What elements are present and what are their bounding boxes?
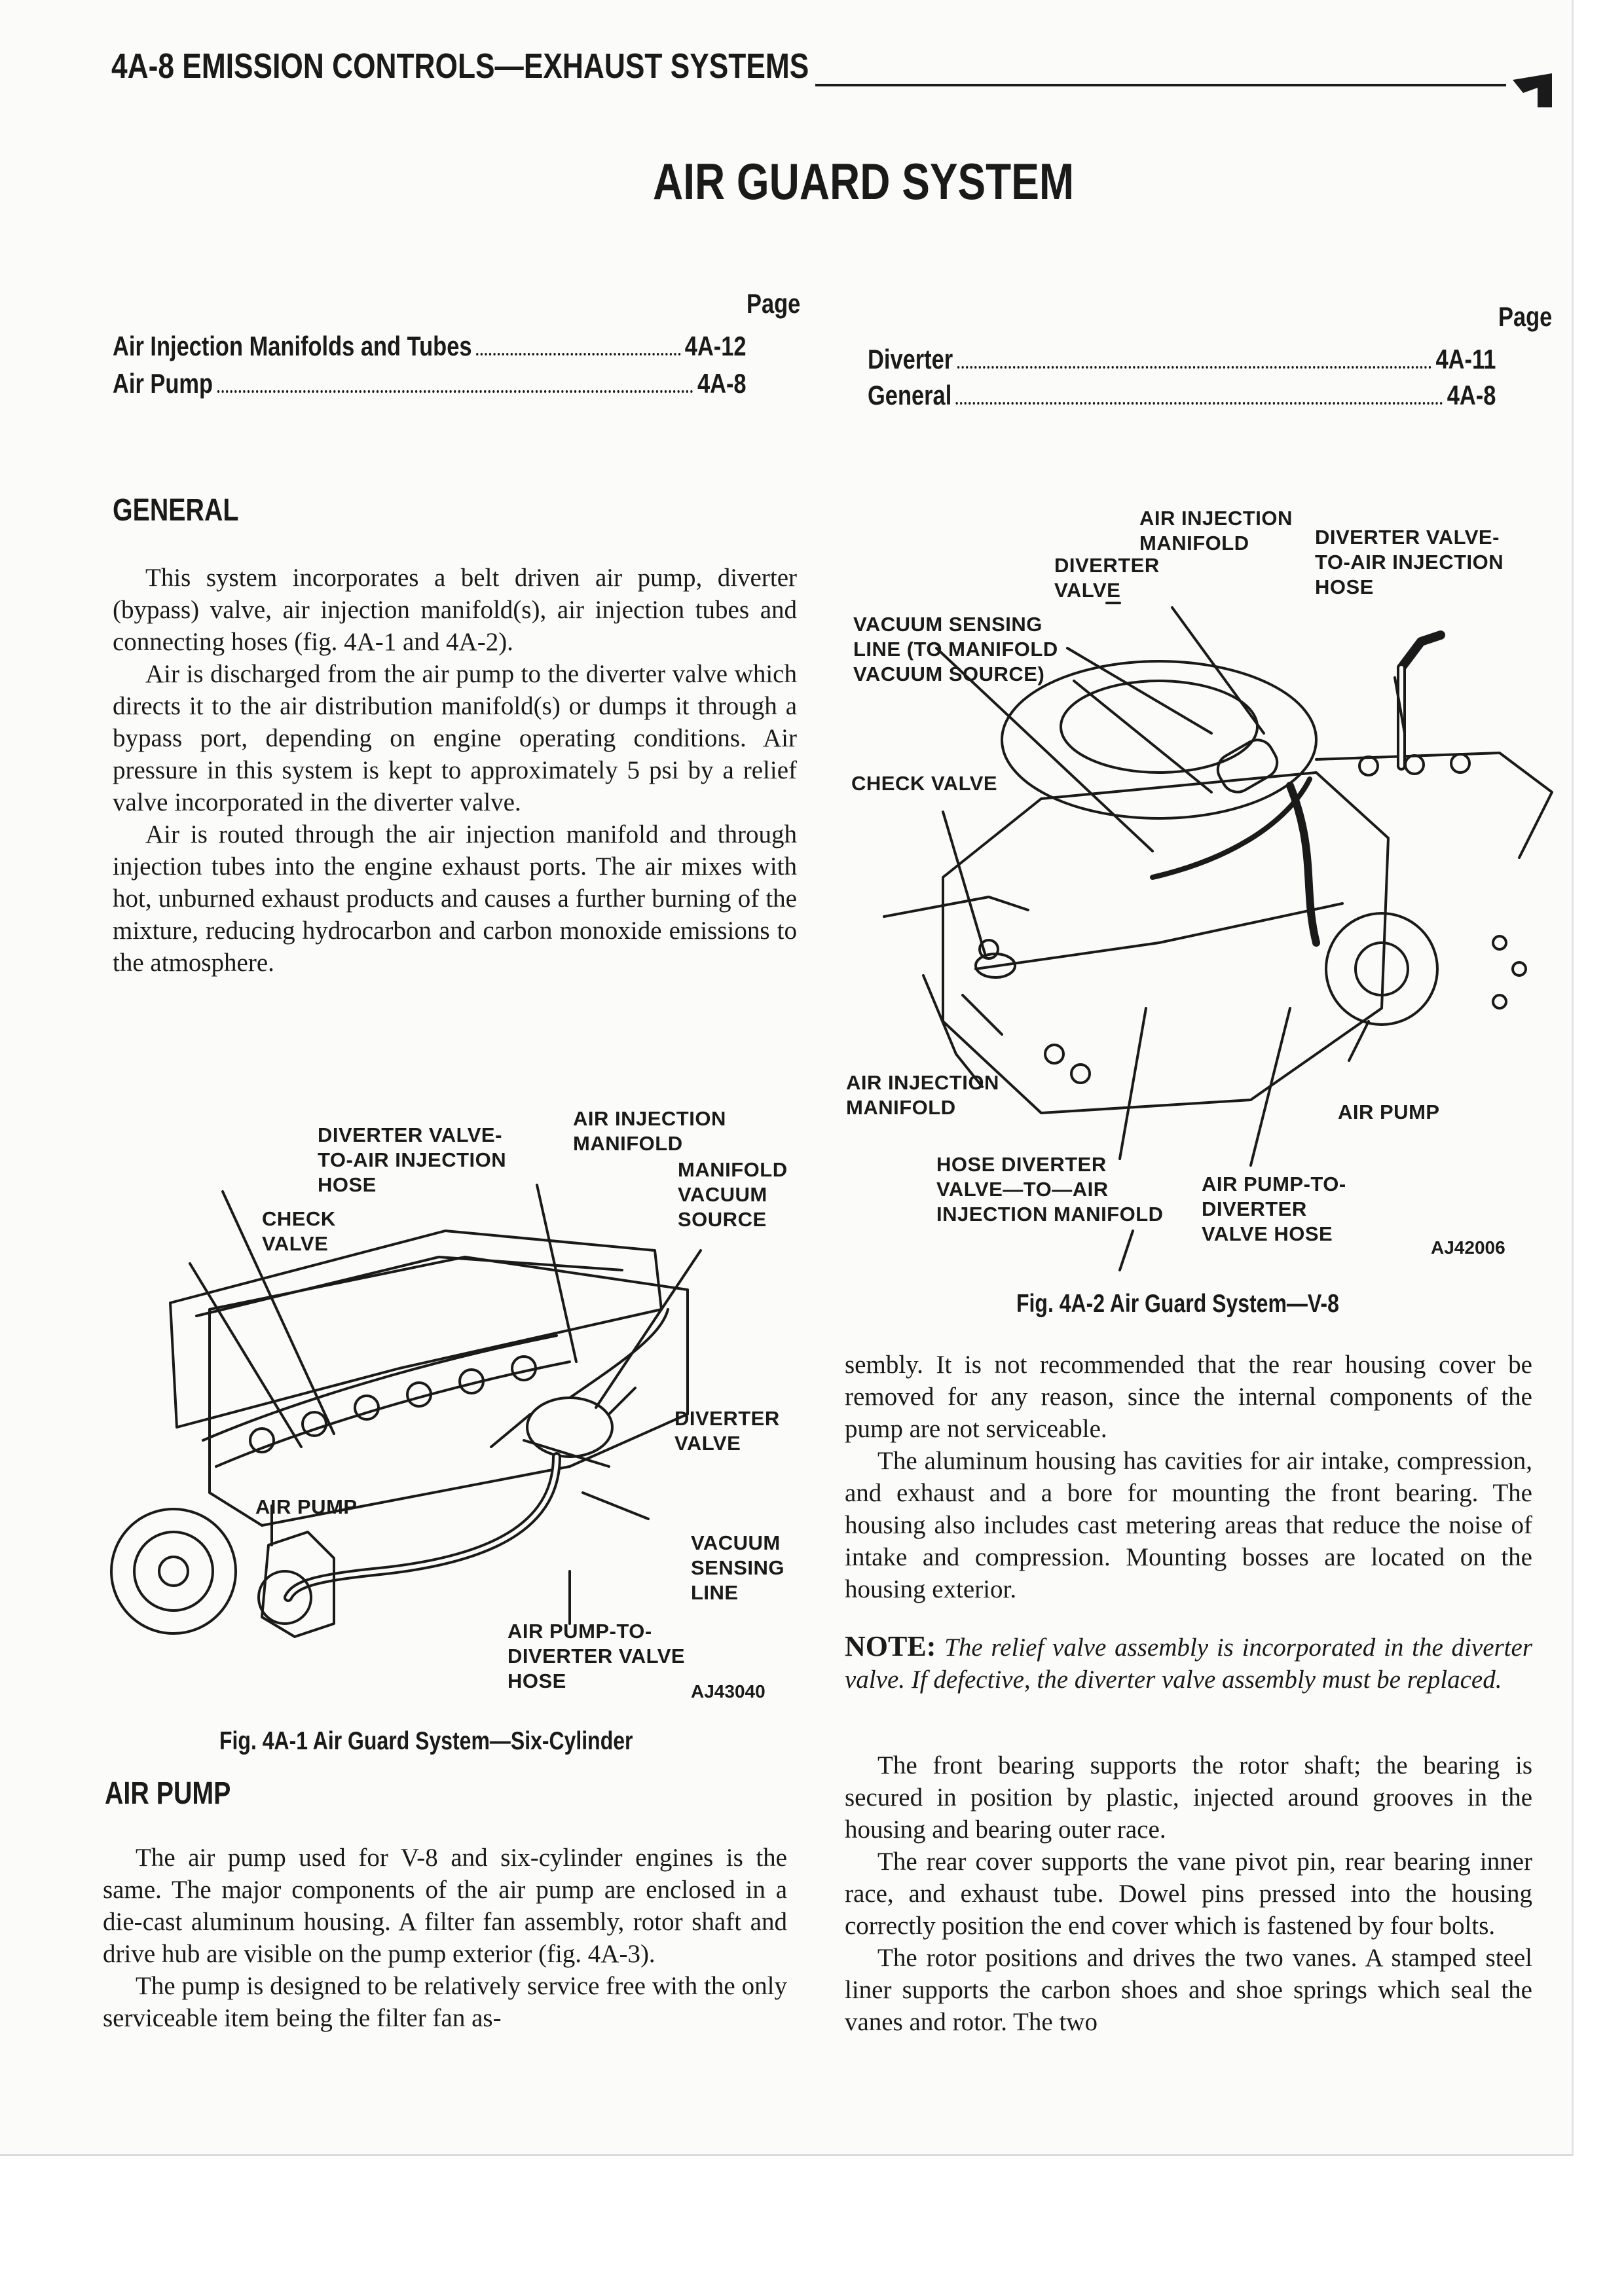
index-row	[113, 331, 747, 362]
callout-hose-diverter: HOSE DIVERTER VALVE—TO—AIR INJECTION MANIFOLD	[936, 1153, 1164, 1226]
figure-code: AJ43040	[691, 1681, 766, 1702]
index-page-heading-left: Page	[747, 288, 801, 319]
callout-air-injection-manifold-bottom: AIR INJECTION MANIFOLD	[846, 1071, 999, 1119]
callout-air-injection-manifold-top: AIR INJECTION MANIFOLD	[1139, 507, 1293, 555]
index-label: Diverter	[868, 344, 953, 374]
callout-vacuum-sensing-line: VACUUM SENSING LINE (TO MANIFOLD VACUUM SOURCE)	[853, 613, 1058, 685]
index-label: Air Pump	[113, 368, 213, 399]
paragraph: The rotor positions and drives the two vanes. A stamped steel liner supports the carbon shoes and shoe springs which seal the vanes and rotor. The two	[845, 1944, 1532, 2036]
section-heading-air-pump: AIR PUMP	[105, 1776, 231, 1811]
index-leader	[476, 353, 680, 355]
index-page: 4A-12	[684, 331, 747, 361]
callout-check-valve: CHECK VALVE	[262, 1207, 336, 1255]
running-header: 4A-8 EMISSION CONTROLS—EXHAUST SYSTEMS	[111, 46, 809, 86]
note-text: The relief valve assembly is incorporated in the diverter valve. If defective, the diverter valve assembly must be replaced.	[845, 1633, 1532, 1694]
index-page: 4A-8	[1447, 380, 1496, 410]
paragraph: The front bearing supports the rotor shaft; the bearing is secured in position by plastic, injected around grooves in the housing and bearing outer race.	[845, 1751, 1532, 1844]
index-label: General	[868, 380, 952, 410]
callout-diverter-valve-hose: DIVERTER VALVE- TO-AIR INJECTION HOSE	[318, 1123, 507, 1196]
header-rule	[815, 84, 1506, 86]
callout-diverter-valve: DIVERTER VALVE	[1054, 554, 1160, 602]
callout-air-pump-to-diverter: AIR PUMP-TO- DIVERTER VALVE HOSE	[507, 1620, 686, 1692]
callout-manifold-vacuum-source: MANIFOLD VACUUM SOURCE	[678, 1158, 788, 1231]
callout-air-pump: AIR PUMP	[255, 1495, 358, 1518]
paragraph: Air is discharged from the air pump to the diverter valve which directs it to the air distribution manifold(s) or dumps it through a bypass port, depending on engine operating conditions. Air pressure in this system is kept to approximately 5 psi by a relief valve incorporated in the diverter valve.	[113, 660, 797, 816]
corner-mark-icon	[1513, 73, 1552, 107]
index-label: Air Injection Manifolds and Tubes	[113, 331, 472, 361]
figure-caption: Fig. 4A-1 Air Guard System—Six-Cylinder	[219, 1727, 633, 1755]
paragraph: This system incorporates a belt driven air pump, diverter (bypass) valve, air injection manifold(s), air injection tubes and connecting hoses (fig. 4A-1 and 4A-2).	[113, 564, 797, 656]
index-page: 4A-8	[697, 368, 747, 399]
right-column-text	[845, 1349, 1532, 1605]
callout-diverter-valve: DIVERTER VALVE	[674, 1407, 780, 1455]
paragraph: The aluminum housing has cavities for air intake, compression, and exhaust and a bore for mounting the front bearing. The housing also includes cast metering areas that reduce the noise of intake and compression. Mounting bosses are located on the housing exterior.	[845, 1447, 1532, 1603]
paragraph: sembly. It is not recommended that the rear housing cover be removed for any reason, since the internal components of the pump are not serviceable.	[845, 1351, 1532, 1443]
index-row	[113, 368, 747, 399]
index-page: 4A-11	[1435, 344, 1496, 374]
paragraph: The air pump used for V-8 and six-cylinder engines is the same. The major components of the air pump are enclosed in a die-cast aluminum housing. A filter fan assembly, rotor shaft and drive hub are visible on the pump exterior (fig. 4A-3).	[103, 1844, 787, 1968]
page-title: AIR GUARD SYSTEM	[653, 153, 1075, 210]
index-leader	[957, 366, 1431, 369]
general-text	[113, 562, 797, 979]
index-leader	[217, 390, 693, 393]
callout-air-injection-manifold: AIR INJECTION MANIFOLD	[573, 1107, 726, 1155]
note-block	[845, 1630, 1532, 1696]
index-row	[868, 380, 1496, 411]
figure-code: AJ42006	[1431, 1237, 1505, 1258]
section-heading-general: GENERAL	[113, 493, 239, 528]
paragraph: The rear cover supports the vane pivot pin, rear bearing inner race, and exhaust tube. Dowel pins pressed into the housing correctly position the end cover which is fastened by four bolts.	[845, 1848, 1532, 1940]
figure-caption: Fig. 4A-2 Air Guard System—V-8	[1016, 1290, 1339, 1318]
index-page-heading-right: Page	[1498, 301, 1553, 332]
paragraph: Air is routed through the air injection manifold and through injection tubes into the engine exhaust ports. The air mixes with hot, unburned exhaust products and causes a further burning of the mixture, reducing hydrocarbon and carbon monoxide emissions to the atmosphere.	[113, 820, 797, 977]
air-pump-text	[103, 1842, 787, 2034]
callout-vacuum-sensing-line: VACUUM SENSING LINE	[691, 1531, 785, 1604]
callout-air-pump-to-diverter: AIR PUMP-TO- DIVERTER VALVE HOSE	[1202, 1173, 1346, 1245]
callout-air-pump: AIR PUMP	[1338, 1101, 1440, 1123]
right-column-text-2	[845, 1749, 1532, 2038]
callout-check-valve: CHECK VALVE	[851, 772, 998, 795]
note-label: NOTE:	[845, 1630, 936, 1662]
callout-diverter-valve-hose: DIVERTER VALVE- TO-AIR INJECTION HOSE	[1315, 526, 1504, 598]
index-leader	[956, 402, 1443, 405]
paragraph: The pump is designed to be relatively service free with the only serviceable item being the filter fan as-	[103, 1972, 787, 2032]
index-row	[868, 344, 1496, 375]
